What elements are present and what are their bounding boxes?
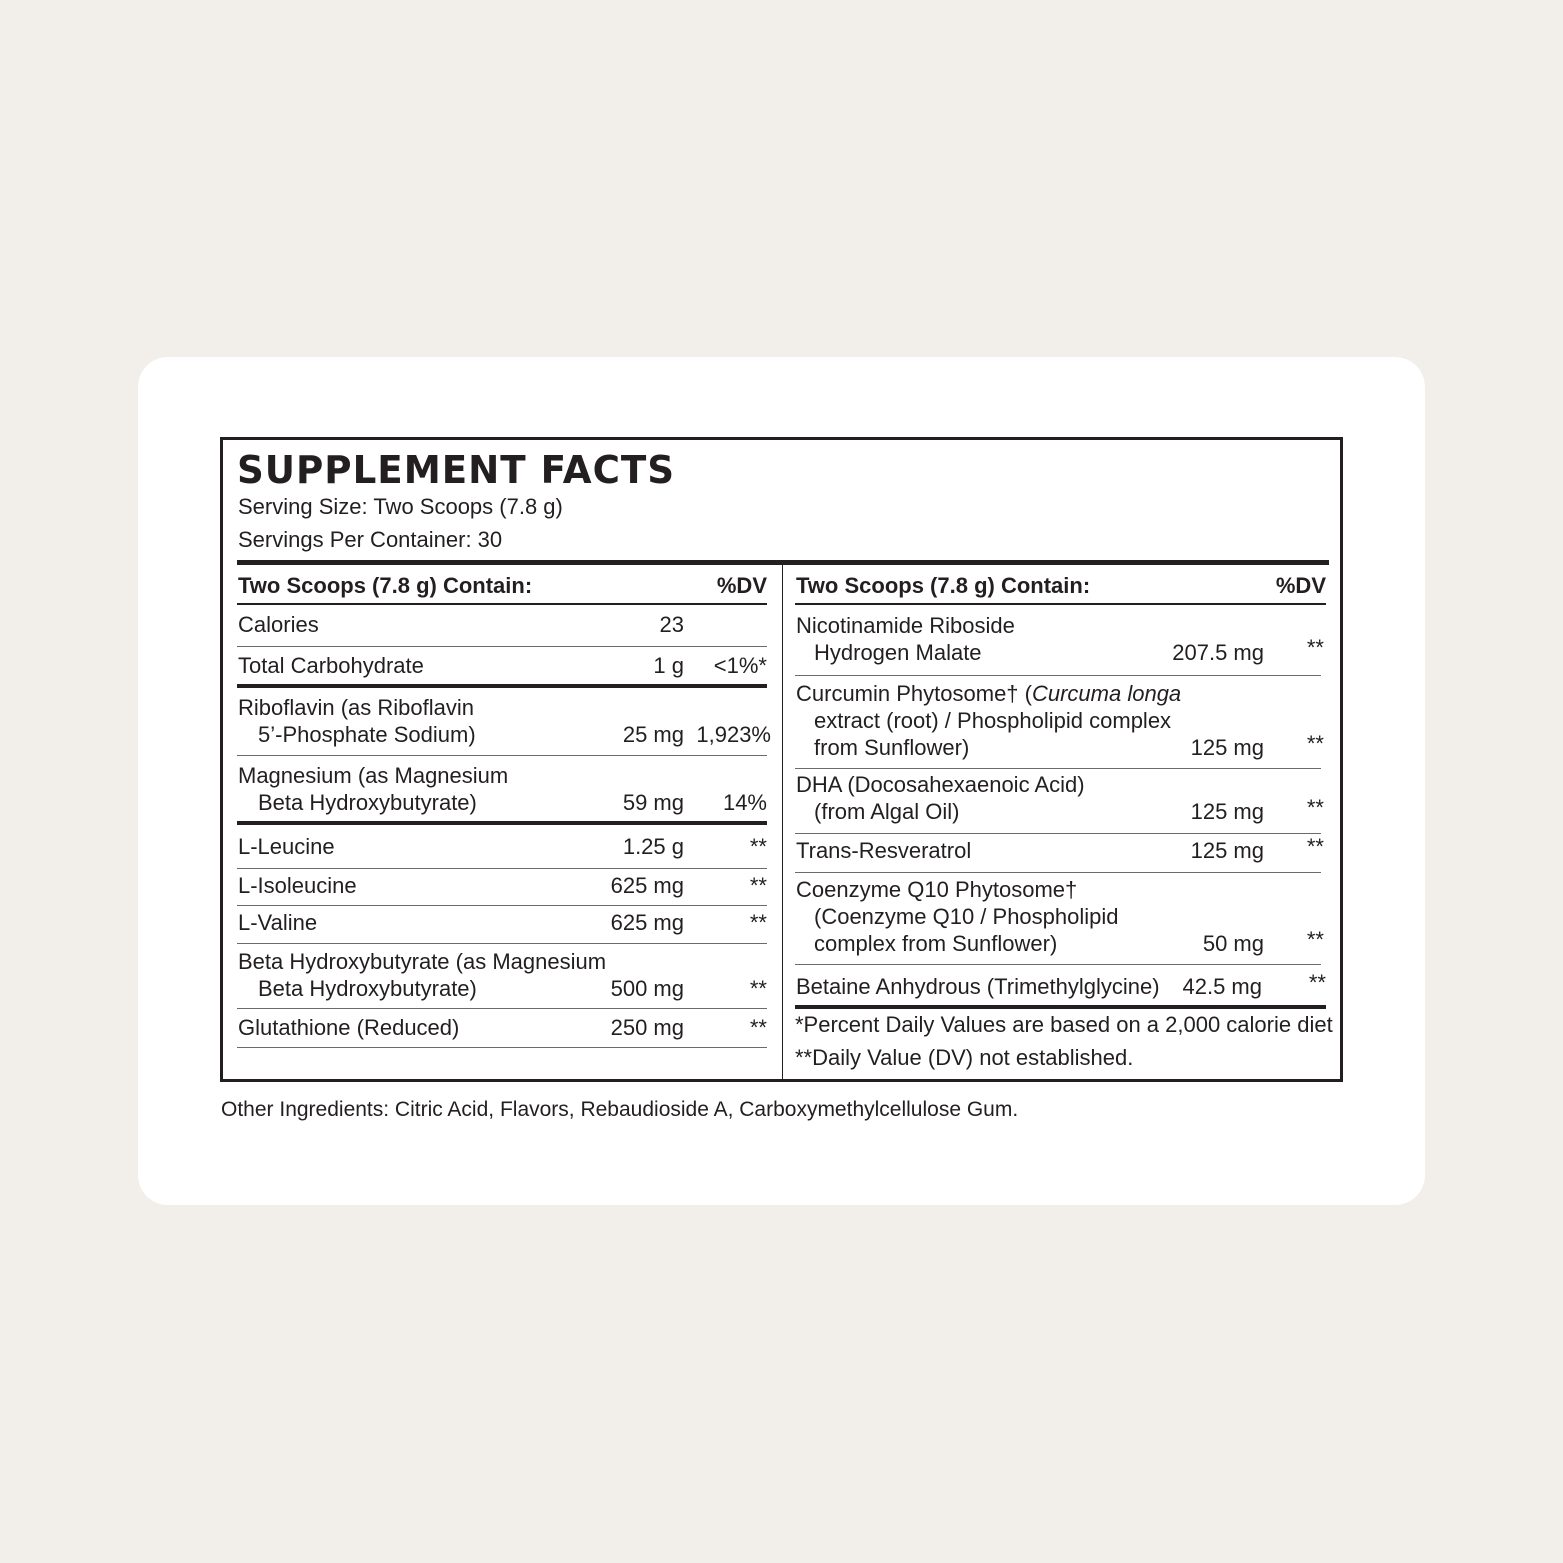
nutrient-name-line2: (Coenzyme Q10 / Phospholipid (814, 904, 1119, 929)
divider-line (795, 603, 1326, 605)
header-label: Two Scoops (7.8 g) Contain: (796, 573, 1091, 598)
header-dv: %DV (716, 573, 767, 598)
nutrient-name: Glutathione (Reduced) (238, 1015, 460, 1040)
header-dv: %DV (1275, 573, 1326, 598)
nutrient-dv: ** (1306, 635, 1324, 660)
divider-line (237, 821, 767, 825)
nutrient-name-line3: complex from Sunflower) (814, 931, 1058, 956)
nutrient-name (796, 612, 1015, 666)
nutrient-name-line3: from Sunflower) (814, 735, 970, 760)
panel-title: SUPPLEMENT FACTS (237, 448, 676, 492)
nutrient-amount: 1.25 g (622, 834, 684, 859)
nutrient-dv: ** (749, 910, 767, 935)
divider-line (237, 905, 767, 906)
nutrient-amount: 125 mg (1190, 838, 1264, 863)
nutrient-amount: 125 mg (1190, 799, 1264, 824)
nutrient-dv: <1%* (713, 653, 767, 678)
nutrient-dv: ** (1306, 927, 1324, 952)
nutrient-name (238, 694, 476, 748)
nutrient-amount: 625 mg (610, 910, 684, 935)
divider-line (795, 964, 1321, 965)
divider-line (795, 872, 1321, 873)
divider-line (795, 675, 1321, 676)
nutrient-dv: ** (749, 834, 767, 859)
header-label: Two Scoops (7.8 g) Contain: (238, 573, 533, 598)
divider-line (237, 755, 767, 756)
nutrient-name-line1: Magnesium (as Magnesium (238, 763, 509, 788)
nutrient-amount: 250 mg (610, 1015, 684, 1040)
nutrient-amount: 42.5 mg (1182, 974, 1262, 999)
divider-line (237, 1047, 767, 1048)
divider-line (237, 868, 767, 869)
footnote-dv: *Percent Daily Values are based on a 2,000 calorie diet (795, 1012, 1333, 1037)
nutrient-name-line1: DHA (Docosahexaenoic Acid) (796, 772, 1085, 797)
nutrient-name (238, 762, 508, 816)
divider-line (795, 768, 1321, 769)
nutrient-name (238, 948, 606, 1002)
nutrient-name-line1: Riboflavin (as Riboflavin (238, 695, 474, 720)
divider-line (795, 1005, 1326, 1009)
other-ingredients: Other Ingredients: Citric Acid, Flavors, Rebaudioside A, Carboxymethylcellulose Gum. (221, 1098, 1019, 1121)
nutrient-name-line2: (from Algal Oil) (814, 799, 960, 824)
nutrient-name-line1: Curcumin Phytosome† (Curcuma longa (796, 681, 1182, 706)
nutrient-dv: 1,923% (696, 722, 771, 747)
divider-line (237, 603, 767, 605)
nutrient-amount: 50 mg (1202, 931, 1264, 956)
column-divider (782, 564, 783, 1079)
nutrient-dv: ** (749, 873, 767, 898)
nutrient-name: Total Carbohydrate (238, 653, 424, 678)
nutrient-dv: ** (1306, 795, 1324, 820)
nutrient-amount: 23 (659, 612, 684, 637)
nutrient-amount: 125 mg (1190, 735, 1264, 760)
nutrient-name: L-Isoleucine (238, 873, 357, 898)
nutrient-dv: ** (1306, 731, 1324, 756)
nutrient-name: Calories (238, 612, 319, 637)
nutrient-name: Trans-Resveratrol (796, 838, 972, 863)
nutrient-name-line2: Hydrogen Malate (814, 640, 982, 665)
divider-line (237, 943, 767, 944)
nutrient-name-line1: Beta Hydroxybutyrate (as Magnesium (238, 949, 607, 974)
nutrient-amount: 207.5 mg (1172, 640, 1264, 665)
serving-size: Serving Size: Two Scoops (7.8 g) (238, 494, 563, 519)
supplement-facts-panel (220, 437, 1343, 1082)
nutrient-name (796, 876, 1119, 957)
nutrient-name: Betaine Anhydrous (Trimethylglycine) (796, 974, 1160, 999)
nutrient-amount: 25 mg (622, 722, 684, 747)
nutrient-amount: 625 mg (610, 873, 684, 898)
divider-line (237, 1008, 767, 1009)
nutrient-amount: 500 mg (610, 976, 684, 1001)
nutrient-dv: ** (1306, 834, 1324, 859)
footnote-not-established: **Daily Value (DV) not established. (795, 1045, 1134, 1070)
nutrient-amount: 59 mg (622, 790, 684, 815)
nutrient-name (796, 771, 1085, 825)
nutrient-name-line1: Coenzyme Q10 Phytosome† (796, 877, 1078, 902)
nutrient-dv: ** (749, 1015, 767, 1040)
nutrient-name-line2: Beta Hydroxybutyrate) (258, 976, 477, 1001)
nutrient-name-line2: Beta Hydroxybutyrate) (258, 790, 477, 815)
nutrient-name-line1: Nicotinamide Riboside (796, 613, 1015, 638)
nutrient-name: L-Valine (238, 910, 318, 935)
divider-line (237, 684, 767, 688)
nutrient-amount: 1 g (653, 653, 684, 678)
nutrient-dv: ** (749, 976, 767, 1001)
nutrient-name (796, 680, 1181, 761)
divider-line (795, 833, 1321, 834)
nutrient-name-line2: 5’-Phosphate Sodium) (258, 722, 476, 747)
nutrient-name: L-Leucine (238, 834, 335, 859)
nutrient-dv: ** (1308, 970, 1326, 995)
servings-per-container: Servings Per Container: 30 (238, 527, 503, 552)
right-header (795, 565, 1326, 603)
nutrient-dv: 14% (722, 790, 767, 815)
left-header (237, 565, 767, 603)
divider-line (237, 646, 767, 647)
nutrient-name-line2: extract (root) / Phospholipid complex (814, 708, 1172, 733)
